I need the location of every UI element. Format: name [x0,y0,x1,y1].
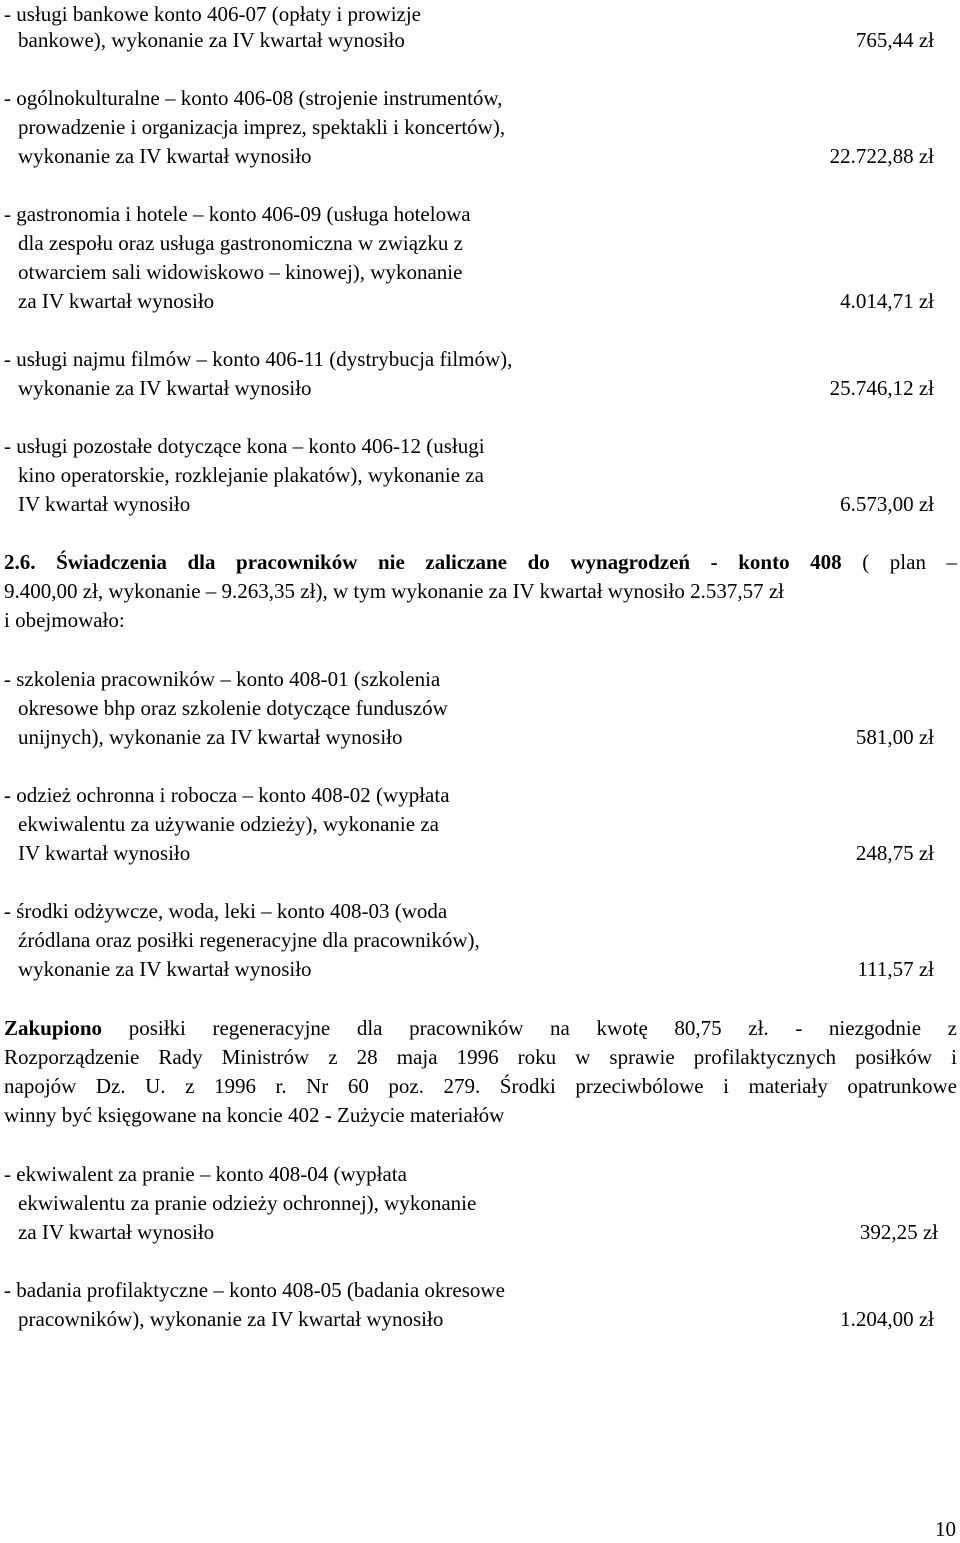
item-line: - ekwiwalent za pranie – konto 408-04 (wypłata [4,1162,407,1186]
item-line: pracowników), wykonanie za IV kwartał wynosiło [18,1307,444,1331]
item-line: - środki odżywcze, woda, leki – konto 408-03 (woda [4,899,448,923]
item-line: ekwiwalentu za pranie odzieży ochronnej), wykonanie [18,1191,477,1215]
note-line: Rozporządzenie Rady Ministrów z 28 maja 1996 roku w sprawie profilaktycznych posiłków i [4,1045,957,1069]
item-amount: 1.204,00 zł [840,1307,934,1331]
item-line: okresowe bhp oraz szkolenie dotyczące funduszów [18,696,448,720]
item-line: wykonanie za IV kwartał wynosiło [18,144,312,168]
item-line: - gastronomia i hotele – konto 406-09 (usługa hotelowa [4,202,471,226]
item-line: - usługi pozostałe dotyczące kona – konto 406-12 (usługi [4,434,485,458]
item-line: unijnych), wykonanie za IV kwartał wynosiło [18,725,403,749]
item-amount: 248,75 zł [855,841,934,865]
item-line: ekwiwalentu za używanie odzieży), wykonanie za [18,812,439,836]
item-amount: 25.746,12 zł [829,376,934,400]
section-heading-line [4,548,957,577]
item-line: - szkolenia pracowników – konto 408-01 (szkolenia [4,667,441,691]
note-line [4,1014,957,1043]
section-plan-open: ( plan – [862,550,958,574]
item-line: otwarciem sali widowiskowo – kinowej), wykonanie [18,260,463,284]
section-title: Świadczenia dla pracowników nie zaliczane do wynagrodzeń - konto 408 [56,550,842,574]
note-bold-word: Zakupiono [4,1016,103,1040]
item-line: - badania profilaktyczne – konto 408-05 (badania okresowe [4,1278,505,1302]
item-line: kino operatorskie, rozklejanie plakatów), wykonanie za [18,463,484,487]
item-line: wykonanie za IV kwartał wynosiło [18,957,312,981]
item-line: - odzież ochronna i robocza – konto 408-02 (wypłata [4,783,450,807]
item-line: bankowe), wykonanie za IV kwartał wynosiło [18,28,405,52]
item-amount: 6.573,00 zł [840,492,934,516]
item-line: IV kwartał wynosiło [18,841,191,865]
item-line: - ogólnokulturalne – konto 406-08 (strojenie instrumentów, [4,86,503,110]
section-summary: 9.400,00 zł, wykonanie – 9.263,35 zł), w tym wykonanie za IV kwartał wynosiło 2.537,57 zł [4,579,784,603]
note-line-rest: posiłki regeneracyjne dla pracowników na kwotę 80,75 zł. - niezgodnie z [128,1016,957,1040]
note-line: winny być księgowane na koncie 402 - Zużycie materiałów [4,1103,505,1127]
item-amount: 392,25 zł [859,1220,938,1244]
item-line: za IV kwartał wynosiło [18,289,215,313]
item-line: za IV kwartał wynosiło [18,1220,215,1244]
item-amount: 22.722,88 zł [829,144,934,168]
item-line: dla zespołu oraz usługa gastronomiczna w związku z [18,231,463,255]
item-line: - usługi najmu filmów – konto 406-11 (dystrybucja filmów), [4,347,513,371]
section-number: 2.6. [4,550,36,574]
item-line: prowadzenie i organizacja imprez, spektakli i koncertów), [18,115,506,139]
item-amount: 111,57 zł [857,957,934,981]
item-line: wykonanie za IV kwartał wynosiło [18,376,312,400]
note-line: napojów Dz. U. z 1996 r. Nr 60 poz. 279. Środki przeciwbólowe i materiały opatrunkowe [4,1074,957,1098]
item-amount: 4.014,71 zł [840,289,934,313]
item-line: - usługi bankowe konto 406-07 (opłaty i prowizje [4,2,422,26]
item-line: źródlana oraz posiłki regeneracyjne dla pracowników), [18,928,480,952]
page-number: 10 [935,1517,956,1541]
item-amount: 581,00 zł [855,725,934,749]
section-intro: i obejmowało: [4,608,125,632]
item-line: IV kwartał wynosiło [18,492,191,516]
item-amount: 765,44 zł [855,28,934,52]
